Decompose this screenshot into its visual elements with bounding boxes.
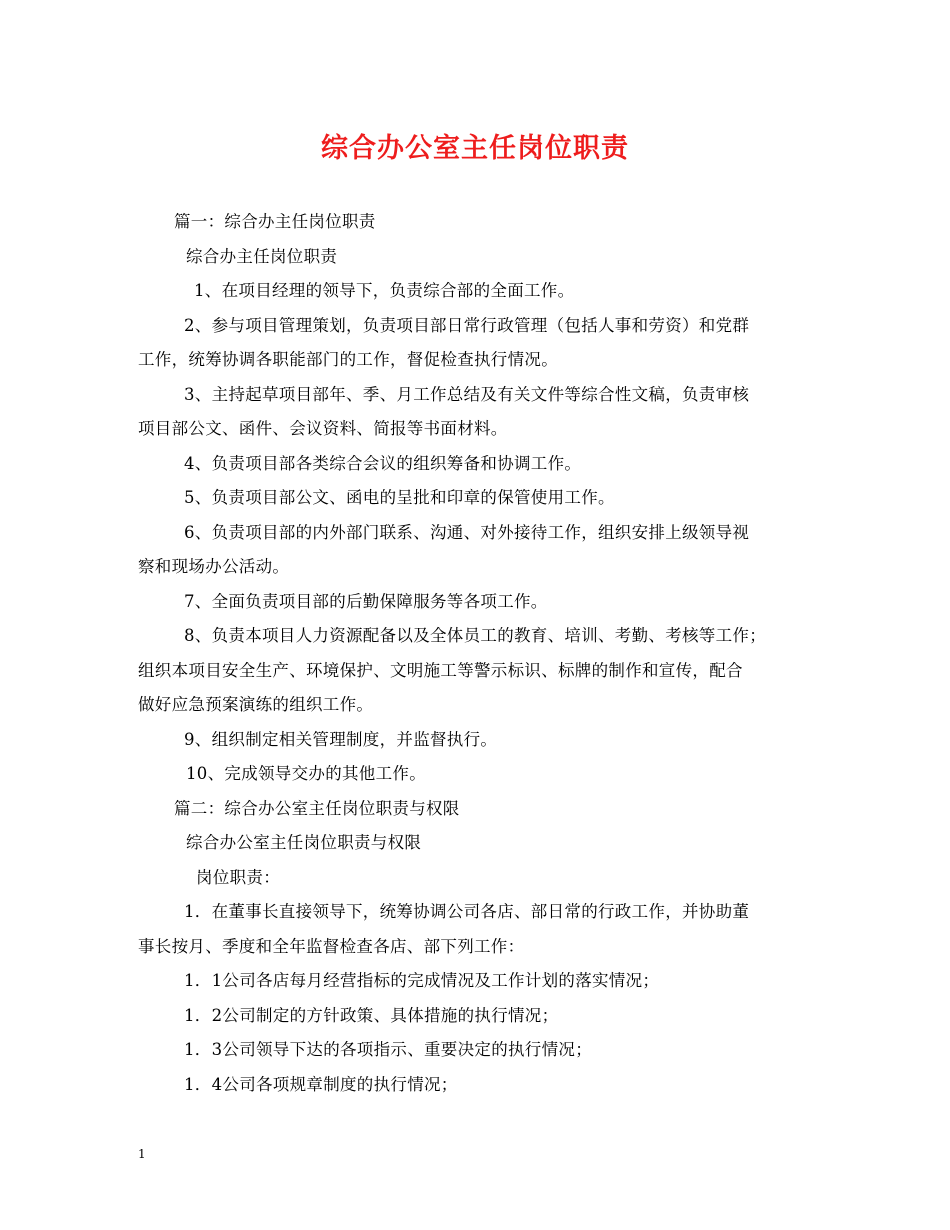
- paragraph-line: 10、完成领导交办的其他工作。: [186, 764, 426, 783]
- section-heading-1: 篇一：综合办主任岗位职责: [174, 212, 376, 231]
- paragraph-line: 组织本项目安全生产、环境保护、文明施工等警示标识、标牌的制作和宣传，配合: [138, 660, 743, 680]
- paragraph-line: 事长按月、季度和全年监督检查各店、部下列工作：: [138, 936, 525, 956]
- paragraph-line: 5、负责项目部公文、函电的呈批和印章的保管使用工作。: [184, 488, 615, 507]
- paragraph-line: 1．2公司制定的方针政策、具体措施的执行情况；: [184, 1005, 559, 1025]
- paragraph-line: 1．在董事长直接领导下，统筹协调公司各店、部日常的行政工作，并协助董: [184, 902, 750, 921]
- paragraph-line: 9、组织制定相关管理制度，并监督执行。: [184, 729, 498, 749]
- paragraph-line: 1、在项目经理的领导下，负责综合部的全面工作。: [194, 281, 575, 300]
- paragraph-line: 2、参与项目管理策划，负责项目部日常行政管理（包括人事和劳资）和党群: [184, 315, 750, 335]
- paragraph-line: 6、负责项目部的内外部门联系、沟通、对外接待工作，组织安排上级领导视: [184, 522, 750, 542]
- paragraph-line: 1．3公司领导下达的各项指示、重要决定的执行情况；: [184, 1040, 592, 1059]
- paragraph-line: 做好应急预案演练的组织工作。: [138, 695, 374, 714]
- paragraph-line: 1．1公司各店每月经营指标的完成情况及工作计划的落实情况；: [184, 971, 660, 990]
- subheading-1: 综合办主任岗位职责: [186, 246, 338, 266]
- paragraph-line: 8、负责本项目人力资源配备以及全体员工的教育、培训、考勤、考核等工作；: [184, 626, 766, 645]
- paragraph-line: 工作，统筹协调各职能部门的工作，督促检查执行情况。: [138, 350, 558, 369]
- document-body: [138, 205, 828, 1102]
- paragraph-line: 1．4公司各项规章制度的执行情况；: [184, 1074, 458, 1094]
- page-number: 1: [138, 1147, 146, 1161]
- subheading-2: 综合办公室主任岗位职责与权限: [186, 833, 422, 852]
- paragraph-line: 7、全面负责项目部的后勤保障服务等各项工作。: [184, 591, 548, 611]
- subheading-3: 岗位职责：: [196, 867, 280, 887]
- paragraph-line: 4、负责项目部各类综合会议的组织筹备和协调工作。: [184, 453, 582, 473]
- paragraph-line: 察和现场办公活动。: [138, 557, 290, 576]
- paragraph-line: 项目部公文、函件、会议资料、简报等书面材料。: [138, 419, 508, 438]
- section-heading-2: 篇二：综合办公室主任岗位职责与权限: [174, 798, 460, 818]
- document-title: 综合办公室主任岗位职责: [321, 133, 629, 164]
- paragraph-line: 3、主持起草项目部年、季、月工作总结及有关文件等综合性文稿，负责审核: [184, 384, 750, 404]
